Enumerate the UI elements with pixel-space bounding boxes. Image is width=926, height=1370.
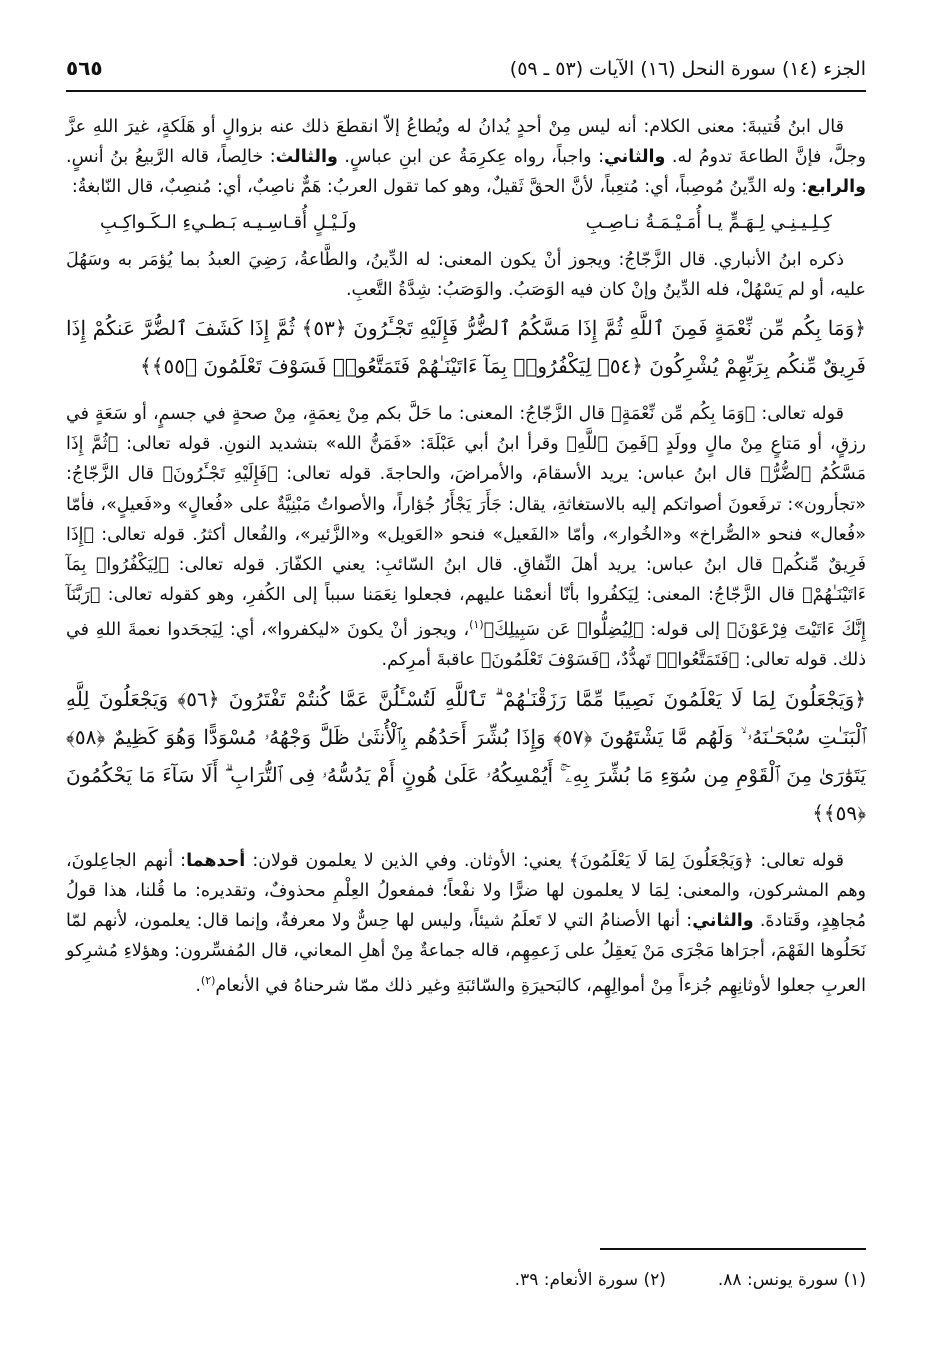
text-run: ، ويجوز أنْ يكونَ «ليكفروا»، أي: لِيَجحَدوا نعمةَ اللهِ في ذلك. قوله تعالى: ﴿فَتَمَتَّعُوا۟﴾ تَهدُّدٌ، ﴿فَسَوْفَ تَعْلَمُونَ﴾ عاقبةَ أمرِكم. bbox=[66, 620, 866, 671]
footnote-rule bbox=[600, 1248, 866, 1250]
bold-term: أحدهما bbox=[186, 850, 246, 871]
commentary-paragraph bbox=[66, 399, 866, 676]
quran-verse-block: ﴿وَمَا بِكُم مِّن نِّعْمَةٍ فَمِنَ ٱللَّهِ ثُمَّ إِذَا مَسَّكُمُ ٱلضُّرُّ فَإِلَيْهِ تَجْـَٔرُونَ ﴿٥٣﴾ ثُمَّ إِذَا كَشَفَ ٱلضُّرَّ عَنكُمْ إِذَا فَرِيقٌ مِّنكُم بِرَبِّهِمْ يُشْرِكُونَ ﴿٥٤﴾ لِيَكْفُرُوا۟ بِمَآ ءَاتَيْنَـٰهُمْ فَتَمَتَّعُوا۟ فَسَوْفَ تَعْلَمُونَ ﴿٥٥﴾﴾ bbox=[66, 316, 866, 379]
text-run: : أنهم الجاعِلونَ، وهم المشركون، والمعنى: لِمَا لا يعلمون لها ضرًّا ولا نفْعاً؛ فمفعولُ العِلْمِ محذوفٌ، وتقديره: ما قُلنا، هذا قولُ مُجاهِدٍ، وقَتادةَ. bbox=[66, 850, 866, 932]
poem-second-hemistich: ولَـيْـلٍ أُقـاسِـيـه بَـطـيءِ الـكَـواكِـبِ bbox=[100, 211, 357, 233]
header-rule bbox=[66, 90, 866, 92]
poem-verse bbox=[100, 207, 832, 239]
poem-first-hemistich: كِـلِـيـنِـي لِـهَـمٍّ يـا أُمَـيْـمَـةُ نـاصِـبِ bbox=[585, 211, 832, 233]
bold-term: والثاني bbox=[603, 147, 666, 168]
commentary-paragraph bbox=[66, 846, 866, 1002]
footnote bbox=[515, 1266, 666, 1294]
text-run: ذكره ابنُ الأنباري. قال الزَّجّاجُ: ويجوز أنْ يكون المعنى: له الدِّينُ، والطَّاعةُ، رَضِيَ العبدُ بما يُؤمَر به وسَهُلَ عليه، أو لم يَسْهُلْ، فله الدِّينُ وإنْ كان فيه الوَصَبُ. والوَصَبُ: شِدَّةُ التَّعبِ. bbox=[66, 249, 866, 300]
footnote-text: سورة يونس: ٨٨. bbox=[717, 1270, 839, 1290]
footnote bbox=[718, 1266, 866, 1294]
page-body bbox=[66, 112, 866, 1006]
footnotes bbox=[66, 1266, 866, 1294]
footnote-marker: (٢) bbox=[200, 974, 216, 988]
bold-term: والثالث bbox=[275, 147, 338, 168]
page-header bbox=[66, 52, 866, 88]
footnote-marker: (١) bbox=[469, 618, 484, 632]
text-run: قوله تعالى: ﴿وَمَا بِكُم مِّن نِّعْمَةٍ﴾ قال الزَّجّاجُ: المعنى: ما حَلَّ بكم مِنْ نِعمَةٍ، مِنْ صحةٍ في جسمٍ، أو سَعَةٍ في رزقٍ، أو مَتاعٍ مِنْ مالٍ وولَدٍ ﴿فَمِنَ ٱللَّهِ﴾ وقرأ ابنُ أبي عَبْلَةَ: «فَمَنُّ الله» بتشديد النونِ. قوله تعالى: ﴿ثُمَّ إِذَا مَسَّكُمُ ٱلضُّرُّ﴾ قال ابنُ عباس: يريد الأسقامَ، والأمراضَ، والحاجةَ. قوله تعالى: ﴿فَإِلَيْهِ تَجْـَٔرُونَ﴾ قال الزَّجّاجُ: «تجأرون»: ترفَعونَ أصواتكم إليه بالاستغاثةِ، يقال: جَأَرَ يَجْأَرُ جُؤاراً، والأصواتُ مَبْنِيَّةٌ على «فُعالٍ» و«فَعيلٍ»، فأمّا «فُعال» فنحو «الصُّراخ» و«الخُوار»، وأمّا «الفَعيل» فنحو «العَويل» و«الزَّئير»، والفُعال أكثرُ. قوله تعالى: ﴿إِذَا فَرِيقٌ مِّنكُم﴾ قال ابنُ عباس: يريد أهلَ النِّفاقِ. قال ابنُ السّائبِ: يعني الكفّارَ. قوله تعالى: ﴿لِيَكْفُرُوا۟ بِمَآ ءَاتَيْنَـٰهُمْ﴾ قال الزَّجّاجُ: المعنى: لِيَكفُروا بأنّا أنعمْنا عليهم، فجعلوا نِعَمَنا سبباً إلى الكُفرِ، وهو كقوله تعالى: ﴿رَبَّنَآ إِنَّكَ ءَاتَيْتَ فِرْعَوْنَ﴾ إلى قوله: ﴿لِيُضِلُّوا۟ عَن سَبِيلِكَ﴾ bbox=[66, 404, 866, 641]
text-run: : خالِصاً، قاله الرَّبيعُ بنُ أنسٍ. bbox=[66, 147, 276, 168]
text-run: : واجباً، رواه عِكرِمَةُ عن ابنِ عباسٍ. bbox=[337, 147, 604, 168]
text-run: . bbox=[195, 976, 201, 997]
footnote-number: (٢) bbox=[643, 1270, 666, 1290]
text-run: : أنها الأصنامُ التي لا تَعلَمُ شيئاً، وليس لها حِسٌّ ولا معرفةٌ، وإنما قال: يعلمون، لأنهم لمّا نَحَلُوها الفَهْمَ، أجرَاها مَجْرَى مَنْ يَعقِلُ على زَعمِهِم، قاله جماعةٌ مِنْ أهلِ المعاني، قال المُفسِّرون: وهؤلاءِ مُشرِكو العربِ جعلوا لأوثانِهِم جُزءاً مِنْ أموالِهِم، كالبَحيرَةِ والسّائبَةِ وغير ذلك ممّا شرحناهُ في الأنعام bbox=[66, 911, 866, 997]
text-run: : وله الدِّينُ مُوصِباً، أي: مُتعِباً، لأنَّ الحقَّ ثَقيلٌ، وهو كما تقول العربُ: هَمٌّ ناصِبٌ، أي: مُنصِبٌ، قال النّابغةُ: bbox=[71, 177, 808, 198]
commentary-paragraph bbox=[66, 112, 866, 203]
bold-term: والثاني bbox=[692, 911, 754, 932]
text-run: قوله تعالى: ﴿وَيَجْعَلُونَ لِمَا لَا يَعْلَمُونَ﴾ يعني: الأوثان. وفي الذين لا يعلمون قولان: bbox=[245, 850, 844, 871]
footnote-text: سورة الأنعام: ٣٩. bbox=[514, 1270, 639, 1290]
commentary-paragraph bbox=[66, 245, 866, 305]
footnote-number: (١) bbox=[843, 1270, 866, 1290]
running-header-title: الجزء (١٤) سورة النحل (١٦) الآيات (٥٣ ـ ٥٩) bbox=[509, 58, 866, 80]
page-number: ٥٦٥ bbox=[66, 56, 103, 80]
quran-verse-block: ﴿وَيَجْعَلُونَ لِمَا لَا يَعْلَمُونَ نَصِيبًا مِّمَّا رَزَقْنَـٰهُمْ ۗ تَٱللَّهِ لَتُسْـَٔلُنَّ عَمَّا كُنتُمْ تَفْتَرُونَ ﴿٥٦﴾ وَيَجْعَلُونَ لِلَّهِ ٱلْبَنَـٰتِ سُبْحَـٰنَهُۥ ۙ وَلَهُم مَّا يَشْتَهُونَ ﴿٥٧﴾ وَإِذَا بُشِّرَ أَحَدُهُم بِٱلْأُنثَىٰ ظَلَّ وَجْهُهُۥ مُسْوَدًّا وَهُوَ كَظِيمٌ ﴿٥٨﴾ يَتَوَٰرَىٰ مِنَ ٱلْقَوْمِ مِن سُوٓءِ مَا بُشِّرَ بِهِۦٓ ۚ أَيُمْسِكُهُۥ عَلَىٰ هُونٍ أَمْ يَدُسُّهُۥ فِى ٱلتُّرَابِ ۗ أَلَا سَآءَ مَا يَحْكُمُونَ ﴿٥٩﴾﴾ bbox=[66, 686, 867, 825]
bold-term: والرابع bbox=[807, 177, 866, 198]
text-run: قال ابنُ قُتيبةَ: معنى الكلام: أنه ليس مِنْ أحدٍ يُدانُ له ويُطاعُ إلاّ انقطعَ ذلك عنه بزوالٍ أو هَلَكةٍ، غيرَ اللهِ عزَّ وجلَّ، فإنَّ الطاعةَ تدومُ له. bbox=[66, 117, 867, 168]
